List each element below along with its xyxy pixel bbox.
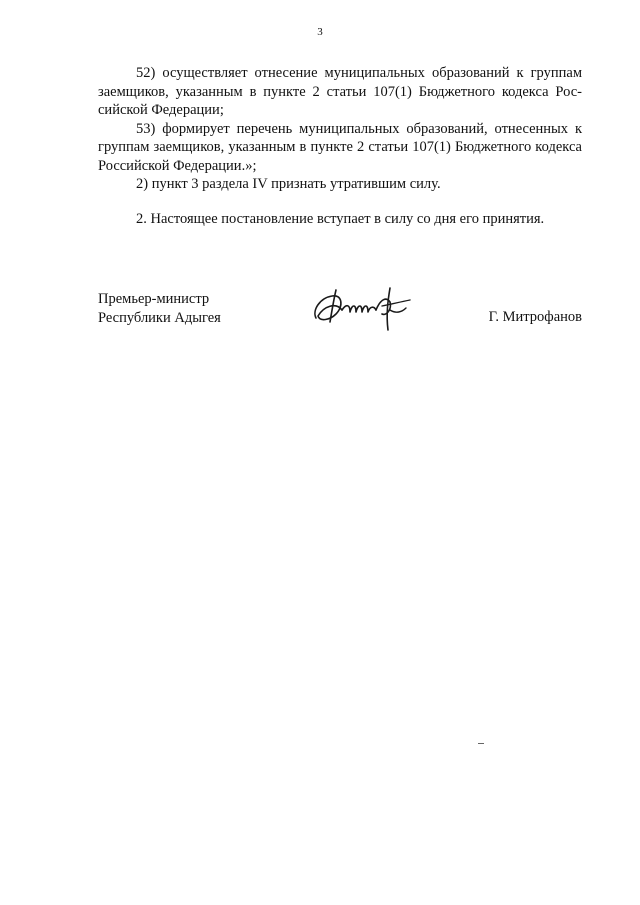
signatory-title-line-1: Премьер-министр [98,291,210,307]
document-body [98,64,582,228]
paragraph-item-52: 52) осуществляет отнесение муниципальных образований к группам заемщиков, указанным в пункте 2 статьи 107(1) Бюджетного кодекса Российской Федерации; [98,65,582,118]
signatory-title [98,290,221,327]
signatory-title-line-2: Республики Адыгея [98,309,221,326]
signature-block [98,290,582,350]
scan-artifact [478,743,484,744]
handwritten-signature [306,280,426,340]
page-number: 3 [317,26,323,38]
paragraph-entry-into-force: 2. Настоящее постановление вступает в силу со дня его принятия. [136,210,545,227]
paragraph-item-53: 53) формирует перечень муниципальных образований, отнесенных к группам заемщиков, указанным в пункте 2 статьи 107(1) Бюджетного кодекса Российской Федерации.»; [98,120,582,174]
paragraph-point-2: 2) пункт 3 раздела IV признать утратившим силу. [136,176,441,192]
signatory-name: Г. Митрофанов [488,309,582,325]
